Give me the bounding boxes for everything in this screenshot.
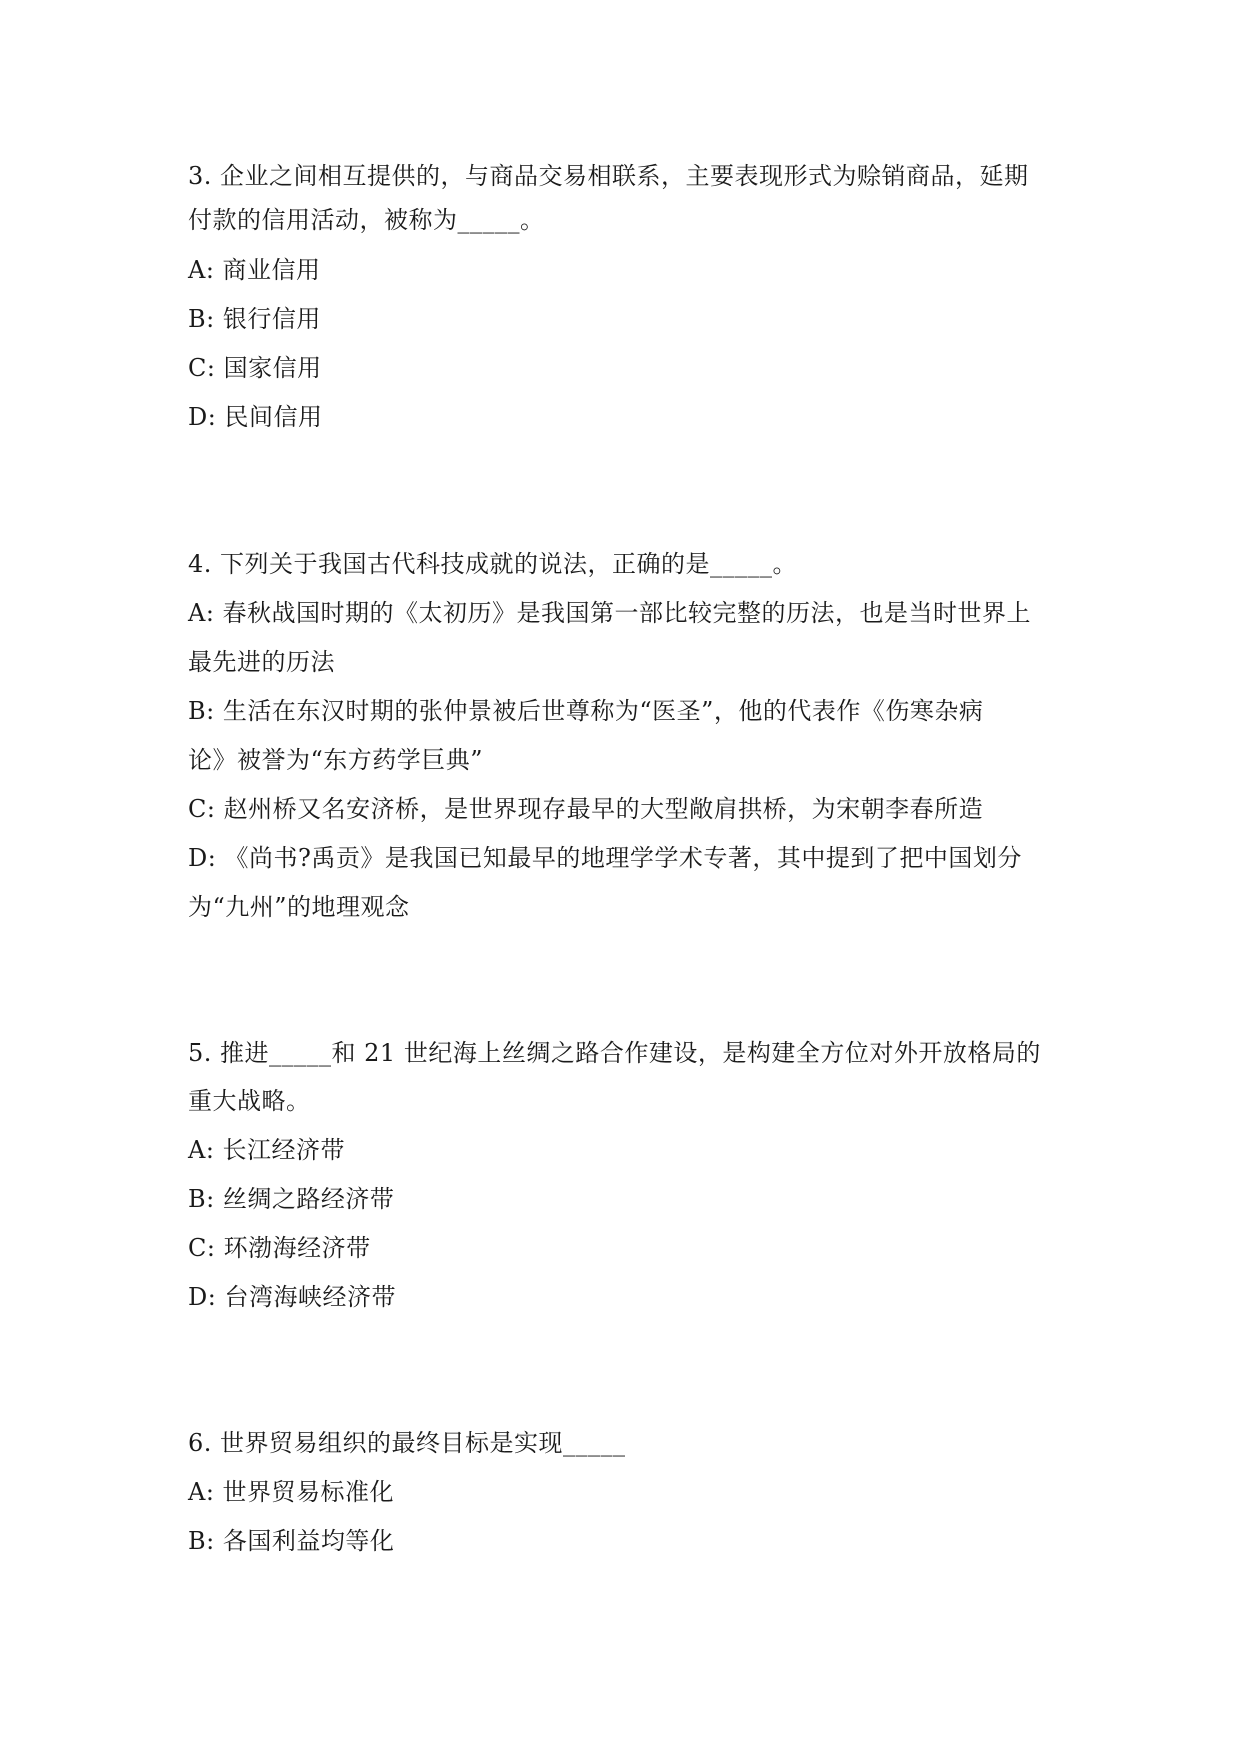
question-5-stem-line-1: 5. 推进_____和 21 世纪海上丝绸之路合作建设，是构建全方位对外开放格局的 <box>188 1039 1041 1067</box>
question-6-option-a: A: 世界贸易标准化 <box>188 1478 395 1506</box>
question-4-option-d-line-1: D: 《尚书?禹贡》是我国已知最早的地理学学术专著，其中提到了把中国划分 <box>188 844 1022 872</box>
question-6-stem-line-1: 6. 世界贸易组织的最终目标是实现_____ <box>188 1429 626 1457</box>
question-6-option-b: B: 各国利益均等化 <box>188 1527 395 1555</box>
question-3-stem-line-2: 付款的信用活动，被称为_____。 <box>188 206 545 234</box>
question-4-option-b-line-2: 论》被誉为“东方药学巨典” <box>188 746 484 774</box>
question-4-option-d-line-2: 为“九州”的地理观念 <box>188 893 410 921</box>
question-4-option-b-line-1: B: 生活在东汉时期的张仲景被后世尊称为“医圣”，他的代表作《伤寒杂病 <box>188 697 984 725</box>
question-3-option-b: B: 银行信用 <box>188 305 321 333</box>
question-5-option-a: A: 长江经济带 <box>188 1136 346 1164</box>
question-4-stem-line-1: 4. 下列关于我国古代科技成就的说法，正确的是_____。 <box>188 550 798 578</box>
question-4-option-a-line-1: A: 春秋战国时期的《太初历》是我国第一部比较完整的历法，也是当时世界上 <box>188 599 1032 627</box>
question-3-option-c: C: 国家信用 <box>188 354 322 382</box>
question-3-option-d: D: 民间信用 <box>188 403 323 431</box>
question-5-stem-line-2: 重大战略。 <box>188 1087 311 1115</box>
question-4-option-c: C: 赵州桥又名安济桥，是世界现存最早的大型敞肩拱桥，为宋朝李春所造 <box>188 795 984 823</box>
question-5-option-b: B: 丝绸之路经济带 <box>188 1185 395 1213</box>
question-3-stem-line-1: 3. 企业之间相互提供的，与商品交易相联系，主要表现形式为赊销商品，延期 <box>188 162 1029 190</box>
question-5-option-d: D: 台湾海峡经济带 <box>188 1283 396 1311</box>
question-4-option-a-line-2: 最先进的历法 <box>188 648 335 676</box>
question-3-option-a: A: 商业信用 <box>188 256 321 284</box>
question-5-option-c: C: 环渤海经济带 <box>188 1234 371 1262</box>
